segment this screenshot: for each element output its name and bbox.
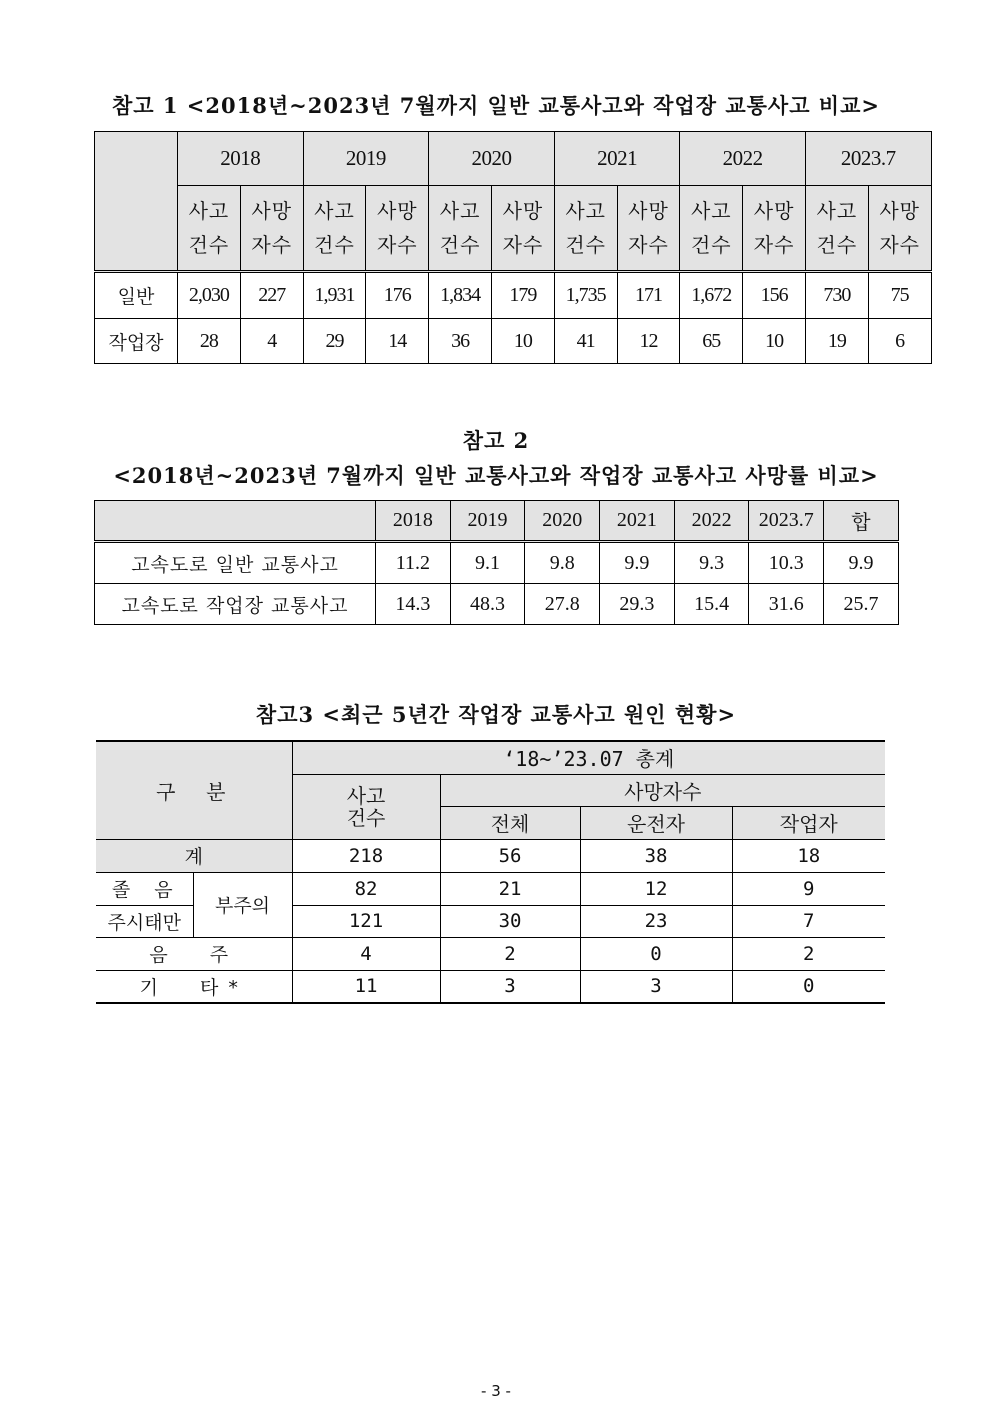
year-header: 2023.7 — [805, 132, 931, 186]
cell: 4 — [240, 319, 303, 364]
cell: 171 — [617, 272, 680, 319]
cell: 65 — [680, 319, 743, 364]
cell: 1,931 — [303, 272, 366, 319]
year-header: 2019 — [303, 132, 429, 186]
row-label: 고속도로 작업장 교통사고 — [95, 584, 376, 625]
cell: 9.3 — [674, 542, 749, 584]
accidents-header: 사고 건수 — [554, 186, 617, 272]
table-row — [95, 272, 932, 319]
accidents-header: 사고 건수 — [680, 186, 743, 272]
cell: 9.9 — [824, 542, 899, 584]
cell: 28 — [178, 319, 241, 364]
cell: 14.3 — [376, 584, 451, 625]
cell: 11.2 — [376, 542, 451, 584]
total-header: 합 — [824, 501, 899, 542]
cell: 18 — [732, 839, 885, 872]
cell: 29.3 — [600, 584, 675, 625]
year-header: 2021 — [600, 501, 675, 542]
cell: 179 — [491, 272, 554, 319]
cell: 41 — [554, 319, 617, 364]
ref2-title-line2: <2018년~2023년 7월까지 일반 교통사고와 작업장 교통사고 사망률 비교> — [113, 463, 879, 488]
cell: 3 — [580, 970, 732, 1003]
deaths-driver-header: 운전자 — [580, 806, 732, 839]
cell: 730 — [805, 272, 868, 319]
group-label: 부주의 — [193, 872, 292, 937]
deaths-header: 사망 자수 — [617, 186, 680, 272]
cell: 48.3 — [450, 584, 525, 625]
row-label: 작업장 — [95, 319, 178, 364]
year-header: 2020 — [525, 501, 600, 542]
deaths-header: 사망 자수 — [240, 186, 303, 272]
cell: 23 — [580, 905, 732, 937]
table-row — [96, 970, 885, 1003]
cell: 2,030 — [178, 272, 241, 319]
cell: 19 — [805, 319, 868, 364]
cell: 9 — [732, 872, 885, 905]
cell: 38 — [580, 839, 732, 872]
accidents-header: 사고 건수 — [292, 774, 440, 839]
deaths-header: 사망 자수 — [366, 186, 429, 272]
cell: 9.8 — [525, 542, 600, 584]
year-header: 2018 — [178, 132, 304, 186]
category-header: 구 분 — [96, 741, 292, 839]
row-label: 기 타* — [96, 970, 292, 1003]
cell: 21 — [440, 872, 580, 905]
cell: 12 — [617, 319, 680, 364]
accidents-header: 사고 건수 — [429, 186, 492, 272]
year-header: 2020 — [429, 132, 555, 186]
table-row — [95, 319, 932, 364]
cell: 75 — [868, 272, 931, 319]
accidents-header: 사고 건수 — [303, 186, 366, 272]
ref2-table — [94, 500, 899, 625]
table-row — [96, 872, 885, 905]
row-label: 음 주 — [96, 937, 292, 970]
cell: 10 — [491, 319, 554, 364]
cell: 4 — [292, 937, 440, 970]
cell: 156 — [743, 272, 806, 319]
table-row — [96, 937, 885, 970]
cell: 1,735 — [554, 272, 617, 319]
cell: 227 — [240, 272, 303, 319]
cell: 176 — [366, 272, 429, 319]
table-row — [95, 542, 899, 584]
ref1-table — [94, 131, 932, 364]
cell: 0 — [580, 937, 732, 970]
table-row — [95, 584, 899, 625]
cell: 12 — [580, 872, 732, 905]
cell: 0 — [732, 970, 885, 1003]
deaths-header: 사망자수 — [440, 774, 885, 806]
corner-cell — [95, 132, 178, 272]
period-header: ‘18~’23.07 총계 — [292, 741, 885, 774]
page-number: - 3 - — [481, 1382, 511, 1400]
cell: 36 — [429, 319, 492, 364]
corner-cell — [95, 501, 376, 542]
cell: 1,834 — [429, 272, 492, 319]
cell: 218 — [292, 839, 440, 872]
cell: 2 — [440, 937, 580, 970]
cell: 15.4 — [674, 584, 749, 625]
deaths-header: 사망 자수 — [491, 186, 554, 272]
row-label: 졸 음 — [96, 872, 193, 905]
year-header: 2018 — [376, 501, 451, 542]
cell: 3 — [440, 970, 580, 1003]
cell: 7 — [732, 905, 885, 937]
cell: 30 — [440, 905, 580, 937]
cell: 2 — [732, 937, 885, 970]
cell: 82 — [292, 872, 440, 905]
ref3-title: 참고3 <최근 5년간 작업장 교통사고 원인 현황> — [255, 702, 737, 727]
cell: 56 — [440, 839, 580, 872]
row-label: 일반 — [95, 272, 178, 319]
year-header: 2022 — [674, 501, 749, 542]
cell: 27.8 — [525, 584, 600, 625]
row-label: 주시태만 — [96, 905, 193, 937]
cell: 9.1 — [450, 542, 525, 584]
deaths-total-header: 전체 — [440, 806, 580, 839]
cell: 10.3 — [749, 542, 824, 584]
year-header: 2022 — [680, 132, 806, 186]
cell: 11 — [292, 970, 440, 1003]
deaths-header: 사망 자수 — [868, 186, 931, 272]
accidents-header: 사고 건수 — [805, 186, 868, 272]
deaths-worker-header: 작업자 — [732, 806, 885, 839]
cell: 121 — [292, 905, 440, 937]
year-header: 2023.7 — [749, 501, 824, 542]
total-row-label: 계 — [96, 839, 292, 872]
cell: 6 — [868, 319, 931, 364]
cell: 31.6 — [749, 584, 824, 625]
accidents-header: 사고 건수 — [178, 186, 241, 272]
ref3-table — [96, 740, 885, 1004]
cell: 25.7 — [824, 584, 899, 625]
year-header: 2019 — [450, 501, 525, 542]
cell: 9.9 — [600, 542, 675, 584]
cell: 10 — [743, 319, 806, 364]
cell: 29 — [303, 319, 366, 364]
table-row — [96, 839, 885, 872]
cell: 1,672 — [680, 272, 743, 319]
deaths-header: 사망 자수 — [743, 186, 806, 272]
year-header: 2021 — [554, 132, 680, 186]
ref2-title-line1: 참고 2 — [462, 428, 530, 453]
row-label: 고속도로 일반 교통사고 — [95, 542, 376, 584]
cell: 14 — [366, 319, 429, 364]
ref1-title: 참고 1 <2018년~2023년 7월까지 일반 교통사고와 작업장 교통사고 비교> — [112, 93, 880, 118]
